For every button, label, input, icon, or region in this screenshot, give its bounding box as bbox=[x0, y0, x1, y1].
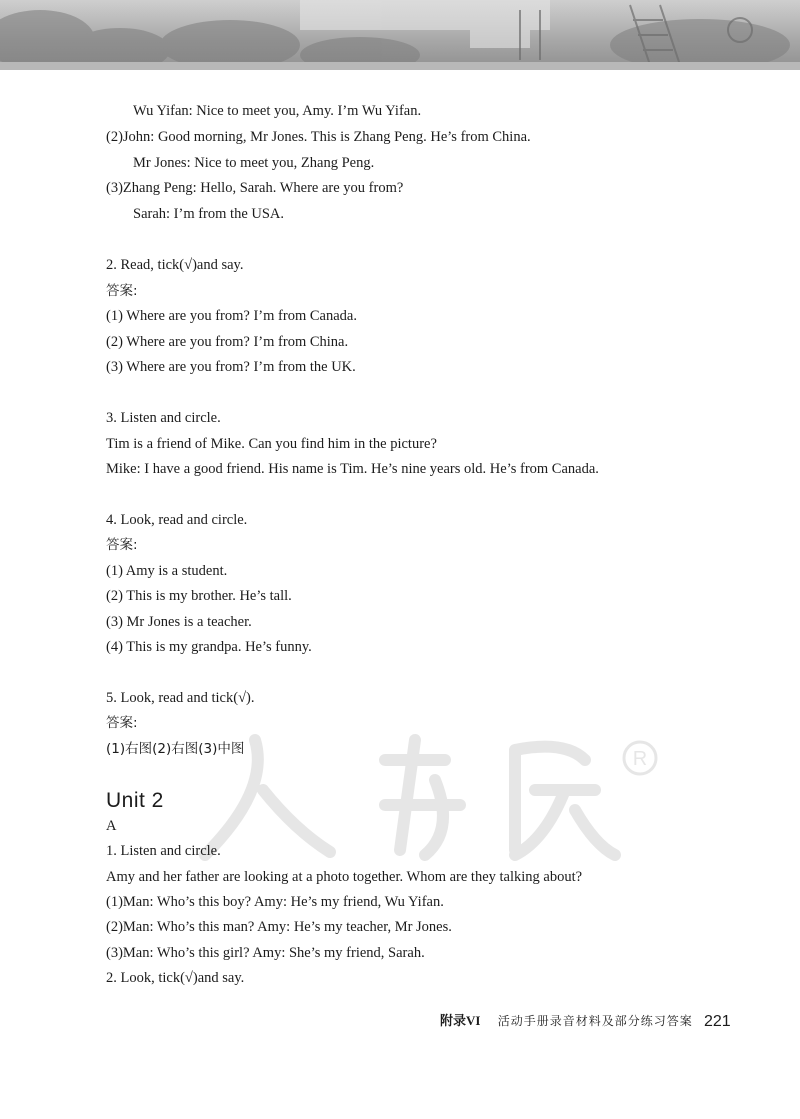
text-line: (2)John: Good morning, Mr Jones. This is Zhang Peng. He’s from China. bbox=[106, 129, 531, 145]
text-line: Tim is a friend of Mike. Can you find him in the picture? bbox=[106, 436, 437, 452]
text-line: (3)Zhang Peng: Hello, Sarah. Where are you from? bbox=[106, 180, 404, 196]
footer-section-title: 活动手册录音材料及部分练习答案 bbox=[497, 1014, 693, 1028]
text-line: (1) Where are you from? I’m from Canada. bbox=[106, 308, 357, 324]
text-line: Mike: I have a good friend. His name is Tim. He’s nine years old. He’s from Canada. bbox=[106, 461, 599, 477]
text-line: Mr Jones: Nice to meet you, Zhang Peng. bbox=[133, 155, 375, 171]
text-line: (3)Man: Who’s this girl? Amy: She’s my friend, Sarah. bbox=[106, 945, 425, 961]
text-line: (1)右图(2)右图(3)中图 bbox=[106, 741, 245, 757]
text-line: (3) Mr Jones is a teacher. bbox=[106, 614, 252, 630]
text-line: 答案: bbox=[106, 283, 138, 299]
text-line: A bbox=[106, 818, 117, 834]
text-line: 4. Look, read and circle. bbox=[106, 512, 248, 528]
text-line: Amy and her father are looking at a photo together. Whom are they talking about? bbox=[106, 869, 583, 885]
text-line: 3. Listen and circle. bbox=[106, 410, 221, 426]
text-line: (2) This is my brother. He’s tall. bbox=[106, 588, 292, 604]
text-line: 答案: bbox=[106, 715, 138, 731]
text-line: 5. Look, read and tick(√). bbox=[106, 690, 255, 706]
page-number: 221 bbox=[703, 1013, 731, 1030]
svg-text:R: R bbox=[632, 748, 648, 770]
footer-appendix-label: 附录VI bbox=[440, 1013, 481, 1028]
unit-heading: Unit 2 bbox=[106, 789, 164, 812]
page-footer bbox=[440, 1012, 731, 1031]
text-line: (3) Where are you from? I’m from the UK. bbox=[106, 359, 356, 375]
text-line: (2) Where are you from? I’m from China. bbox=[106, 334, 349, 350]
text-line: (1) Amy is a student. bbox=[106, 563, 228, 579]
text-line: 答案: bbox=[106, 537, 138, 553]
text-line: (2)Man: Who’s this man? Amy: He’s my teacher, Mr Jones. bbox=[106, 919, 452, 935]
text-line: Sarah: I’m from the USA. bbox=[133, 206, 285, 222]
text-line: (4) This is my grandpa. He’s funny. bbox=[106, 639, 312, 655]
text-line: (1)Man: Who’s this boy? Amy: He’s my friend, Wu Yifan. bbox=[106, 894, 444, 910]
text-line: 2. Look, tick(√)and say. bbox=[106, 970, 245, 986]
text-line: 2. Read, tick(√)and say. bbox=[106, 257, 244, 273]
text-line: Wu Yifan: Nice to meet you, Amy. I’m Wu Yifan. bbox=[133, 103, 422, 119]
text-line: 1. Listen and circle. bbox=[106, 843, 221, 859]
